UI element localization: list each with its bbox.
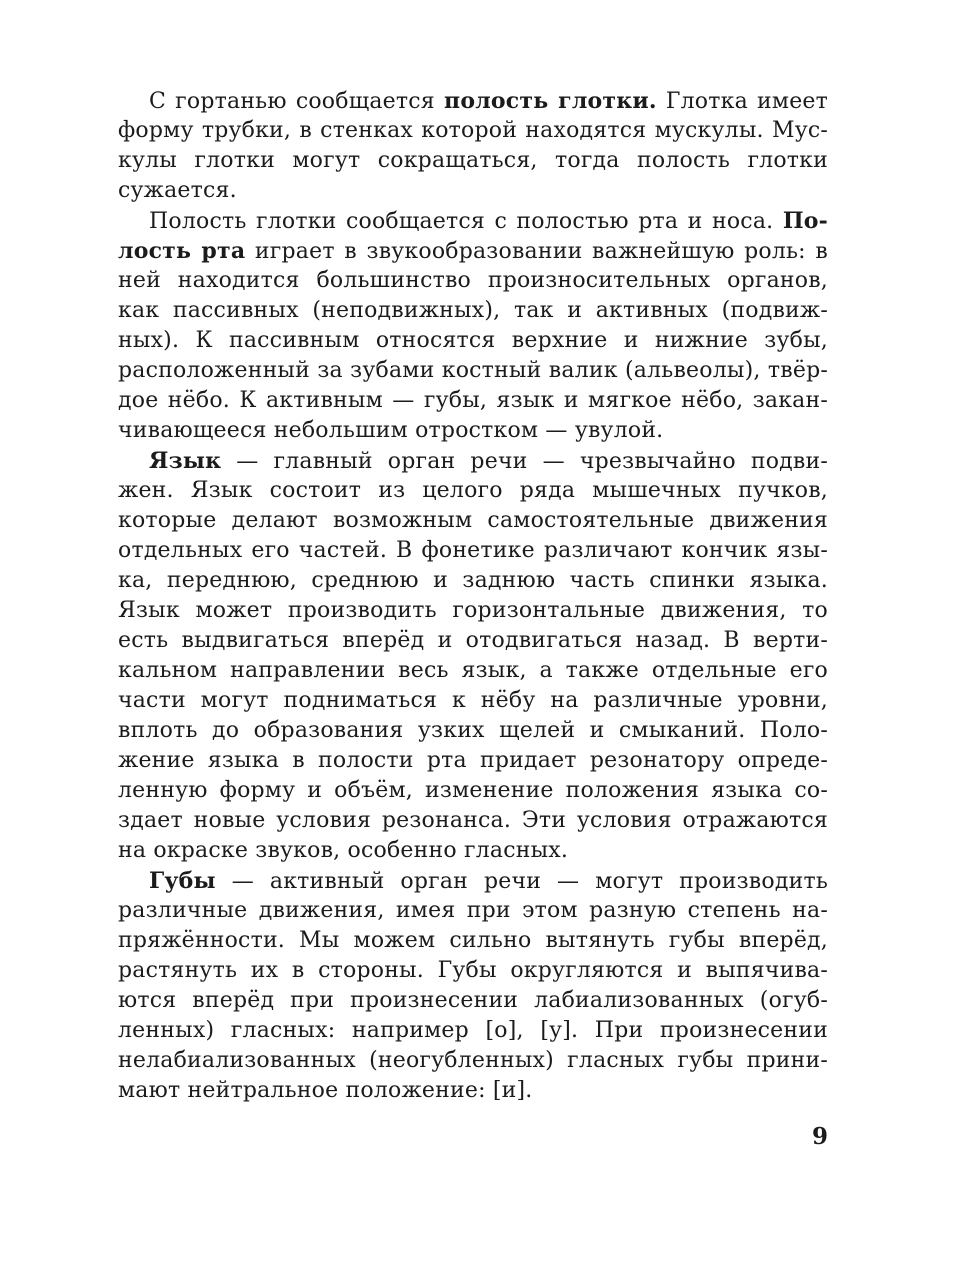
text-segment: мают нейтральное положение: [и].: [118, 1078, 533, 1103]
text-line: [118, 326, 828, 356]
text-line: [118, 956, 828, 986]
text-column: [118, 86, 828, 1106]
text-line: [118, 896, 828, 926]
text-segment: играет в звукообразовании важнейшую роль: в: [245, 239, 828, 264]
text-segment: вплоть до образования узких щелей и смыканий. Поло-: [118, 718, 828, 743]
text-segment: жен. Язык состоит из целого ряда мышечных пучков,: [118, 478, 828, 503]
text-segment: ка, переднюю, среднюю и заднюю часть спинки языка.: [118, 568, 828, 593]
text-line: [118, 506, 828, 536]
text-segment: расположенный за зубами костный валик (альвеолы), твёр-: [118, 358, 828, 383]
text-line: [118, 176, 828, 206]
text-line: [118, 356, 828, 386]
text-line: [118, 266, 828, 296]
text-line: [118, 1016, 828, 1046]
text-segment: пряжённости. Мы можем сильно вытянуть губы вперёд,: [118, 928, 828, 953]
text-line: [118, 416, 828, 446]
text-line: [118, 566, 828, 596]
text-segment: Полость глотки сообщается с полостью рта и носа.: [149, 209, 783, 234]
text-segment: есть выдвигаться вперёд и отодвигаться назад. В верти-: [118, 628, 828, 653]
text-segment: сужается.: [118, 178, 237, 203]
text-segment: Глотка имеет: [656, 89, 829, 114]
bold-term: лость рта: [118, 238, 246, 264]
text-line: [118, 476, 828, 506]
bold-term: полость глотки.: [444, 88, 657, 114]
text-line: [118, 746, 828, 776]
text-segment: здает новые условия резонанса. Эти условия отражаются: [118, 808, 828, 833]
text-line: [118, 1076, 828, 1106]
paragraph: [118, 866, 828, 1106]
text-segment: форму трубки, в стенках которой находятся мускулы. Мус-: [118, 118, 828, 143]
text-segment: Язык может производить горизонтальные движения, то: [118, 598, 828, 623]
text-line: [118, 296, 828, 326]
text-segment: растянуть их в стороны. Губы округляются и выпячива-: [118, 958, 828, 983]
bold-term: По-: [782, 208, 828, 234]
text-line: [118, 596, 828, 626]
text-segment: кулы глотки могут сокращаться, тогда полость глотки: [118, 148, 828, 173]
text-line: [118, 206, 828, 236]
text-line: [118, 926, 828, 956]
text-line: [118, 1046, 828, 1076]
page-number: 9: [811, 1123, 828, 1150]
text-segment: ленную форму и объём, изменение положения языка со-: [118, 778, 828, 803]
paragraph: [118, 86, 828, 206]
text-segment: части могут подниматься к нёбу на различные уровни,: [118, 688, 828, 713]
paragraph: [118, 206, 828, 446]
text-segment: ней находится большинство произносительных органов,: [118, 268, 828, 293]
text-segment: дое нёбо. К активным — губы, язык и мягкое нёбо, закан-: [118, 388, 828, 413]
text-segment: кальном направлении весь язык, а также отдельные его: [118, 658, 828, 683]
text-segment: отдельных его частей. В фонетике различают кончик язы-: [118, 538, 828, 563]
text-line: [118, 836, 828, 866]
text-segment: как пассивных (неподвижных), так и активных (подвиж-: [118, 298, 828, 323]
text-segment: на окраске звуков, особенно гласных.: [118, 838, 569, 863]
text-line: [118, 146, 828, 176]
text-line: [118, 866, 828, 896]
text-line: [118, 986, 828, 1016]
text-segment: ются вперёд при произнесении лабиализованных (огуб-: [118, 988, 828, 1013]
text-segment: ных). К пассивным относятся верхние и нижние зубы,: [118, 328, 828, 353]
text-segment: которые делают возможным самостоятельные движения: [118, 508, 828, 533]
text-segment: чивающееся небольшим отростком — увулой.: [118, 418, 664, 443]
text-line: [118, 656, 828, 686]
text-line: [118, 716, 828, 746]
text-line: [118, 86, 828, 116]
text-segment: ленных) гласных: например [о], [у]. При произнесении: [118, 1018, 828, 1043]
text-segment: — главный орган речи — чрезвычайно подви-: [221, 449, 828, 474]
text-segment: нелабиализованных (неогубленных) гласных губы прини-: [118, 1048, 828, 1073]
text-segment: различные движения, имея при этом разную степень на-: [118, 898, 828, 923]
paragraph: [118, 446, 828, 866]
text-line: [118, 806, 828, 836]
text-line: [118, 446, 828, 476]
bold-term: Губы: [149, 868, 216, 894]
text-line: [118, 116, 828, 146]
text-line: [118, 386, 828, 416]
text-line: [118, 626, 828, 656]
text-line: [118, 536, 828, 566]
text-segment: С гортанью сообщается: [149, 89, 445, 114]
text-line: [118, 776, 828, 806]
text-segment: — активный орган речи — могут производить: [215, 869, 828, 894]
text-line: [118, 686, 828, 716]
text-segment: жение языка в полости рта придает резонатору опреде-: [118, 748, 828, 773]
text-line: [118, 236, 828, 266]
bold-term: Язык: [149, 448, 222, 474]
